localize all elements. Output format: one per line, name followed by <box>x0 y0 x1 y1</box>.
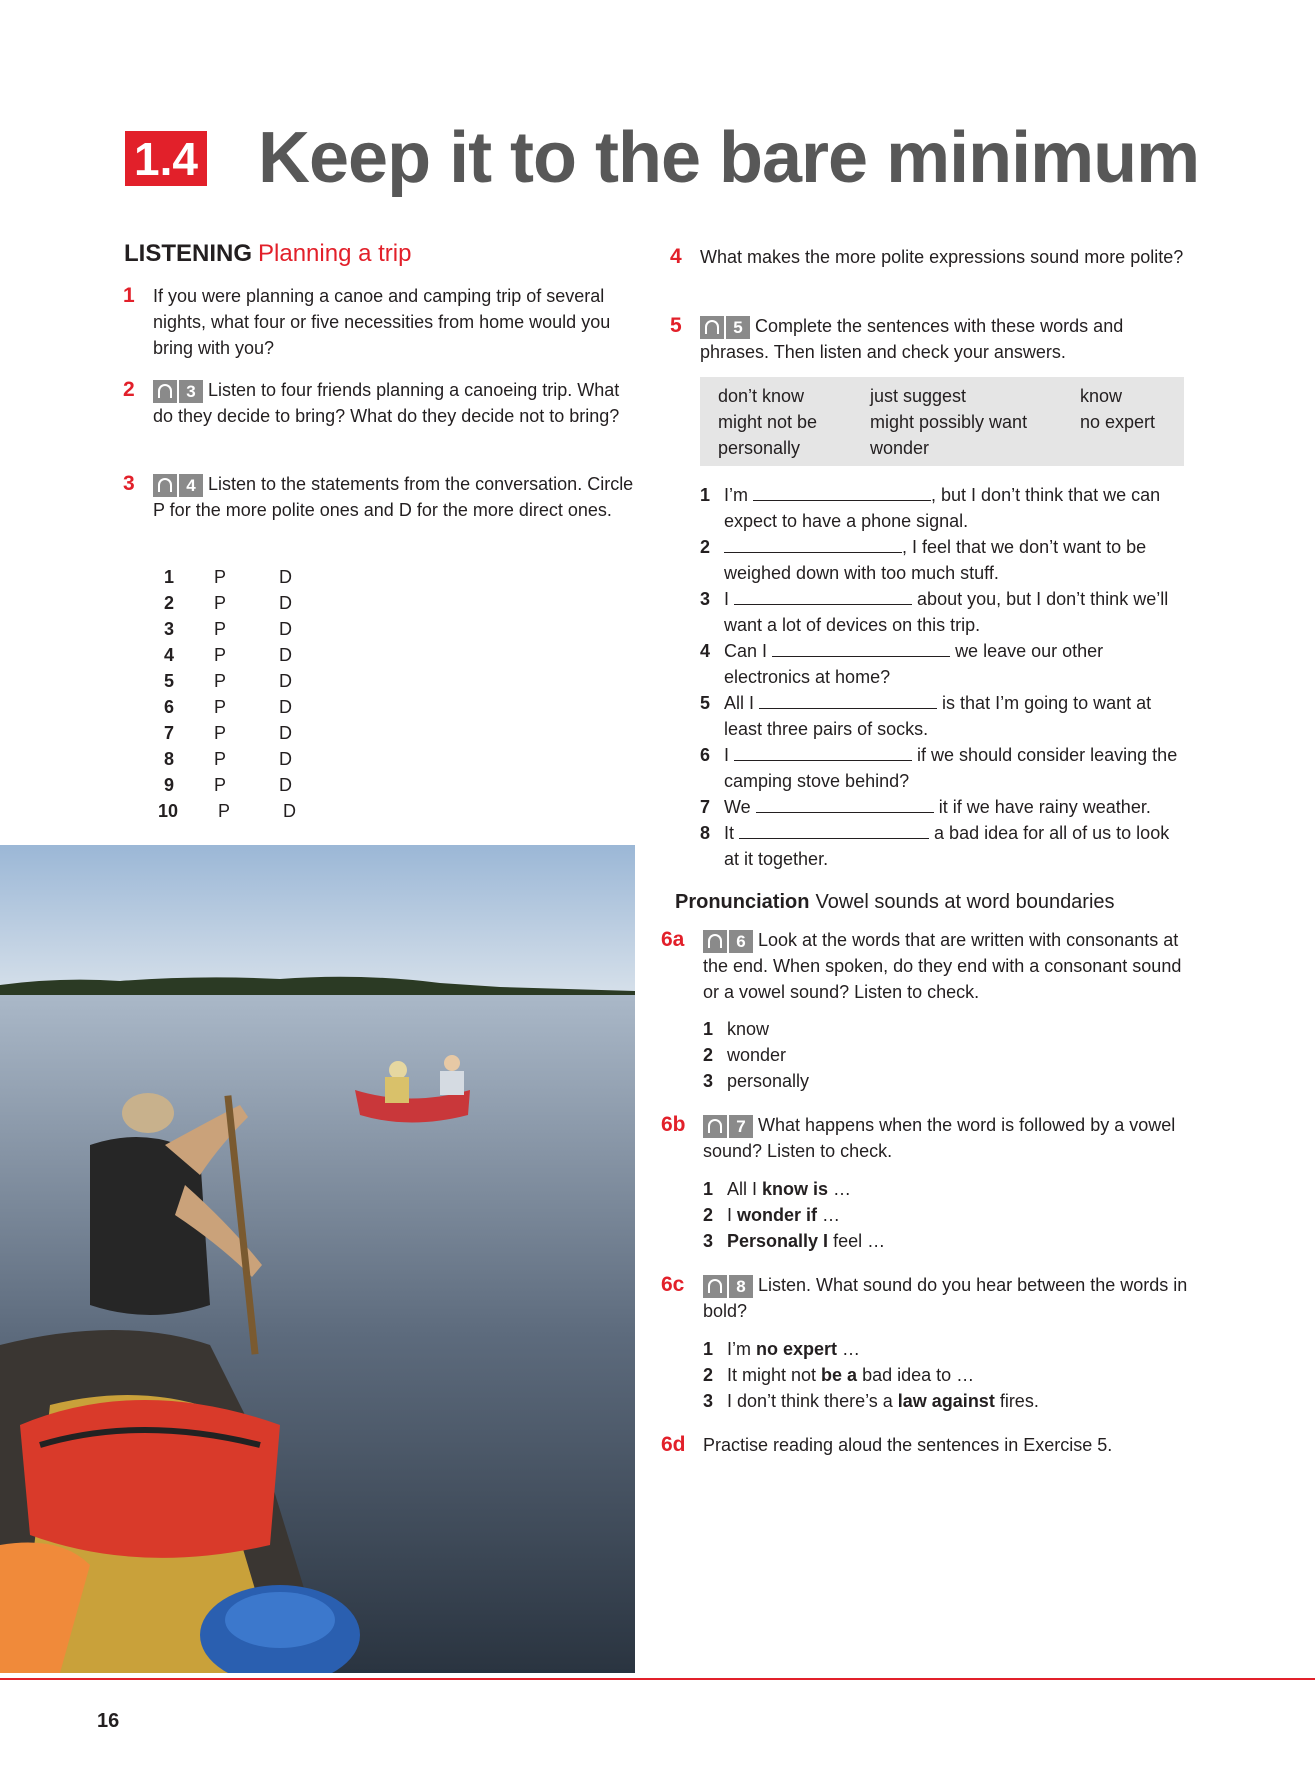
direct-option[interactable]: D <box>279 593 292 613</box>
word-option: might possibly want <box>870 412 1028 432</box>
item-text: fires. <box>994 1391 1039 1411</box>
polite-option[interactable]: P <box>218 801 231 821</box>
section-label: Pronunciation <box>675 891 810 913</box>
page-number: 16 <box>97 1710 120 1732</box>
word-option: no expert <box>1080 412 1156 432</box>
list-item <box>703 1336 861 1362</box>
gap-fill-sentence <box>700 820 1186 872</box>
word-option: wonder <box>870 438 930 458</box>
item-number: 1 <box>703 1019 714 1039</box>
item-text: … <box>828 1179 852 1199</box>
canoe-on-lake-photo <box>0 845 635 1673</box>
sentence-number: 3 <box>700 589 711 609</box>
exercise-text: If you were planning a canoe and camping trip of several nights, what four or five necessities from home would you bring with you? <box>153 286 611 358</box>
exercise-text: Look at the words that are written with consonants at the end. When spoken, do they end with a consonant sound or a vowel sound? Listen to check. <box>703 930 1182 1002</box>
listening-heading <box>124 239 411 269</box>
direct-option[interactable]: D <box>279 697 292 717</box>
row-number: 6 <box>163 697 174 717</box>
track-number: 5 <box>726 316 750 339</box>
answer-blank[interactable] <box>734 587 912 605</box>
gap-fill-sentence <box>700 534 1186 586</box>
gap-fill-sentence <box>700 742 1186 794</box>
direct-option[interactable]: D <box>279 567 292 587</box>
exercise-2 <box>123 377 641 429</box>
sentence-end: , I feel that we don’t want to be weighed down with too much stuff. <box>724 537 1147 583</box>
direct-option[interactable]: D <box>279 749 292 769</box>
section-subheading: Planning a trip <box>258 240 412 267</box>
exercise-1 <box>123 283 641 361</box>
exercise-text: What happens when the word is followed by a vowel sound? Listen to check. <box>703 1115 1176 1161</box>
row-number: 3 <box>163 619 174 639</box>
item-text: … <box>837 1339 861 1359</box>
exercise-text: Listen. What sound do you hear between the words in bold? <box>703 1275 1188 1321</box>
word-option: personally <box>718 438 801 458</box>
sentence-end: is that I’m going to want at least three pairs of socks. <box>724 693 1152 739</box>
item-text: I’m <box>727 1339 756 1359</box>
exercise-5 <box>670 313 1188 365</box>
section-label: LISTENING <box>124 240 253 267</box>
exercise-3 <box>123 471 641 523</box>
sentence-start: We <box>724 797 751 817</box>
exercise-number: 2 <box>123 378 135 401</box>
exercise-number: 4 <box>670 245 682 268</box>
direct-option[interactable]: D <box>279 645 292 665</box>
direct-option[interactable]: D <box>283 801 296 821</box>
audio-track-button[interactable] <box>700 316 750 339</box>
answer-blank[interactable] <box>756 795 934 813</box>
item-number: 1 <box>703 1179 714 1199</box>
sentence-end: it if we have rainy weather. <box>938 797 1151 817</box>
section-subheading: Vowel sounds at word boundaries <box>815 891 1115 913</box>
item-text: bad idea to … <box>857 1365 975 1385</box>
polite-option[interactable]: P <box>214 749 227 769</box>
audio-track-button[interactable] <box>153 380 203 403</box>
direct-option[interactable]: D <box>279 671 292 691</box>
item-text: I don’t think there’s a <box>727 1391 898 1411</box>
polite-option[interactable]: P <box>214 723 227 743</box>
headphones-icon <box>153 380 177 403</box>
row-number: 1 <box>163 567 174 587</box>
sentence-start: I <box>724 589 730 609</box>
gap-fill-sentence <box>700 638 1186 690</box>
direct-option[interactable]: D <box>279 619 292 639</box>
list-item <box>703 1362 975 1388</box>
sentence-number: 7 <box>700 797 711 817</box>
exercise-6a <box>661 927 1188 1005</box>
item-number: 2 <box>703 1045 714 1065</box>
audio-track-button[interactable] <box>153 474 203 497</box>
item-number: 3 <box>703 1231 714 1251</box>
polite-option[interactable]: P <box>214 775 227 795</box>
word-option: just suggest <box>870 386 967 406</box>
row-number: 5 <box>163 671 174 691</box>
gap-fill-sentence <box>700 794 1186 820</box>
answer-blank[interactable] <box>734 743 912 761</box>
audio-track-button[interactable] <box>703 930 753 953</box>
word-option: might not be <box>718 412 818 432</box>
sentence-start: I’m <box>724 485 748 505</box>
unit-number-badge: 1.4 <box>125 131 207 186</box>
word-option: don’t know <box>718 386 805 406</box>
polite-option[interactable]: P <box>214 645 227 665</box>
exercise-number: 6d <box>661 1433 686 1456</box>
gap-fill-sentence <box>700 482 1186 534</box>
item-number: 3 <box>703 1391 714 1411</box>
list-item <box>703 1228 886 1254</box>
track-number: 7 <box>729 1115 753 1138</box>
gap-fill-sentence <box>700 586 1186 638</box>
bold-phrase: be a <box>821 1365 858 1385</box>
row-number: 4 <box>163 645 174 665</box>
item-text: know <box>727 1019 770 1039</box>
item-text: All I <box>727 1179 763 1199</box>
sentence-number: 5 <box>700 693 711 713</box>
exercise-6d <box>661 1432 1188 1458</box>
page-title: Keep it to the bare minimum <box>258 118 1200 198</box>
list-item <box>703 1042 787 1068</box>
audio-track-button[interactable] <box>703 1275 753 1298</box>
exercise-6c <box>661 1272 1188 1324</box>
word-box <box>700 377 1184 466</box>
polite-option[interactable]: P <box>214 619 227 639</box>
gap-fill-sentence <box>700 690 1186 742</box>
headphones-icon <box>703 930 727 953</box>
row-number: 2 <box>163 593 174 613</box>
track-number: 6 <box>729 930 753 953</box>
exercise-number: 3 <box>123 472 135 495</box>
audio-track-button[interactable] <box>703 1115 753 1138</box>
exercise-number: 1 <box>123 284 135 307</box>
sentence-end: we leave our other electronics at home? <box>724 641 1104 687</box>
pronunciation-heading <box>675 889 1115 915</box>
item-text: personally <box>727 1071 810 1091</box>
footer-rule <box>0 1678 1315 1680</box>
bold-phrase: no expert <box>756 1339 838 1359</box>
polite-option[interactable]: P <box>214 593 227 613</box>
item-text: wonder <box>727 1045 787 1065</box>
sentence-number: 1 <box>700 485 711 505</box>
exercise-number: 6b <box>661 1113 686 1136</box>
exercise-number: 6c <box>661 1273 685 1296</box>
track-number: 4 <box>179 474 203 497</box>
answer-blank[interactable] <box>753 483 931 501</box>
list-item <box>703 1016 770 1042</box>
polite-option[interactable]: P <box>214 697 227 717</box>
exercise-text: Listen to four friends planning a canoeing trip. What do they decide to bring? What do they decide not to bring? <box>153 380 620 426</box>
bold-phrase: law against <box>897 1391 995 1411</box>
item-number: 1 <box>703 1339 714 1359</box>
word-option: know <box>1080 386 1123 406</box>
row-number: 7 <box>163 723 174 743</box>
sentence-start: Can I <box>724 641 768 661</box>
bold-phrase: Personally I <box>727 1231 829 1251</box>
exercise-text: What makes the more polite expressions sound more polite? <box>700 247 1184 267</box>
bold-phrase: know is <box>762 1179 829 1199</box>
list-item <box>703 1176 852 1202</box>
exercise-number: 6a <box>661 928 685 951</box>
answer-blank[interactable] <box>759 691 937 709</box>
sentence-number: 8 <box>700 823 711 843</box>
exercise-text: Practise reading aloud the sentences in Exercise 5. <box>703 1435 1113 1455</box>
sentence-number: 6 <box>700 745 711 765</box>
track-number: 3 <box>179 380 203 403</box>
list-item <box>703 1202 841 1228</box>
exercise-number: 5 <box>670 314 682 337</box>
item-text: … <box>817 1205 841 1225</box>
item-number: 2 <box>703 1205 714 1225</box>
direct-option[interactable]: D <box>279 775 292 795</box>
sentence-number: 4 <box>700 641 711 661</box>
exercise-4 <box>670 244 1188 270</box>
item-number: 3 <box>703 1071 714 1091</box>
direct-option[interactable]: D <box>279 723 292 743</box>
photo-illustration <box>0 845 635 1673</box>
item-text: feel … <box>828 1231 886 1251</box>
answer-blank[interactable] <box>772 639 950 657</box>
headphones-icon <box>700 316 724 339</box>
list-item <box>703 1388 1039 1414</box>
sentence-number: 2 <box>700 537 711 557</box>
sentence-start: It <box>724 823 735 843</box>
exercise-6b <box>661 1112 1188 1164</box>
exercise-text: Listen to the statements from the conversation. Circle P for the more polite ones and D for the more direct ones. <box>153 474 634 520</box>
answer-blank[interactable] <box>739 821 929 839</box>
row-number: 9 <box>163 775 174 795</box>
row-number: 10 <box>157 801 178 821</box>
sentence-end: about you, but I don’t think we’ll want a lot of devices on this trip. <box>724 589 1169 635</box>
answer-blank[interactable] <box>724 535 902 553</box>
polite-option[interactable]: P <box>214 567 227 587</box>
item-number: 2 <box>703 1365 714 1385</box>
track-number: 8 <box>729 1275 753 1298</box>
polite-option[interactable]: P <box>214 671 227 691</box>
sentence-end: , but I don’t think that we can expect to have a phone signal. <box>724 485 1161 531</box>
headphones-icon <box>153 474 177 497</box>
headphones-icon <box>703 1115 727 1138</box>
list-item <box>703 1068 810 1094</box>
sentence-start: All I <box>724 693 755 713</box>
item-text: It might not <box>727 1365 822 1385</box>
item-text: I <box>727 1205 738 1225</box>
headphones-icon <box>703 1275 727 1298</box>
sentence-end: if we should consider leaving the camping stove behind? <box>724 745 1178 791</box>
row-number: 8 <box>163 749 174 769</box>
bold-phrase: wonder if <box>737 1205 818 1225</box>
sentence-start: I <box>724 745 730 765</box>
exercise-text: Complete the sentences with these words and phrases. Then listen and check your answers. <box>700 316 1124 362</box>
sentence-end: a bad idea for all of us to look at it together. <box>724 823 1170 869</box>
